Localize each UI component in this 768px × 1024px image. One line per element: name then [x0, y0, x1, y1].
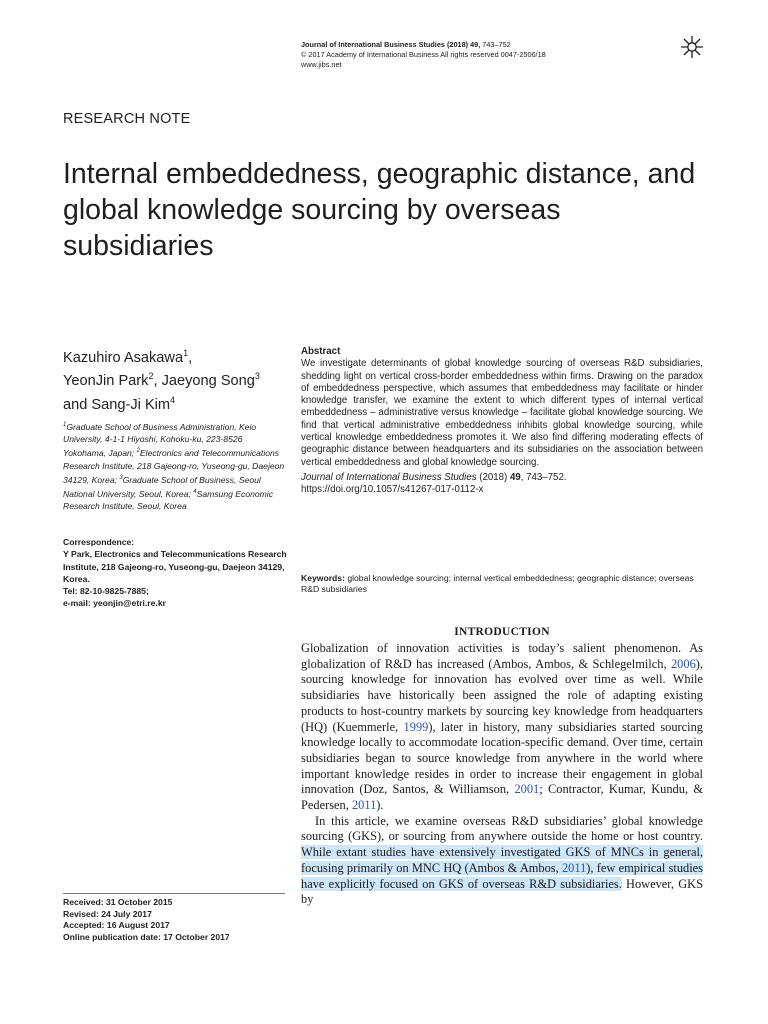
citation-volume: 49	[509, 471, 521, 483]
date-received: Received: 31 October 2015	[63, 897, 173, 907]
author-separator: ,	[188, 349, 193, 366]
author-name: Sang-Ji Kim	[91, 396, 171, 413]
journal-url[interactable]: www.jibs.net	[301, 60, 342, 69]
text-run: In this article, we examine overseas R&D subsidiaries’ global knowledge sourcing (GKS), or sourcing from anywhere outside the home or host country.	[301, 813, 703, 844]
citation-year: (2018)	[476, 471, 510, 483]
section-label: RESEARCH NOTE	[63, 111, 191, 127]
affil-marker: 1	[63, 422, 67, 428]
affil-marker: 2	[136, 448, 140, 455]
reference-link[interactable]: 2006	[670, 656, 696, 671]
affiliation: Graduate School of Business Administration, Keio University, 4-1-1 Hiyoshi, Kohoku-ku, 223-8526 Yokohama, Japan;	[63, 421, 257, 459]
keywords-label: Keywords:	[301, 573, 345, 583]
reference-link[interactable]: 2011	[351, 798, 377, 813]
author-name: YeonJin Park	[63, 373, 149, 390]
abstract-text: We investigate determinants of global knowledge sourcing of overseas R&D subsidiaries, shedding light on vertical cross-border embeddedness within firms. Drawing on the paradox of embeddedness perspective, which assumes that embeddedness may facilitate or hinder knowledge transfer, we examine the extent to which different types of internal vertical embeddedness – administrative versus knowledge – facilitate global knowledge sourcing. We find that vertical administrative embeddedness inhibits global knowledge sourcing, while vertical knowledge embeddedness promotes it. We also find differing moderating effects of geographic distance between headquarters and its subsidiaries on the association between vertical embeddedness and global knowledge sourcing.	[301, 358, 703, 468]
journal-volume: 49,	[470, 40, 481, 49]
date-revised: Revised: 24 July 2017	[63, 908, 152, 919]
affiliation: Electronics and Telecommunications Research Institute, 218 Gajeong-ro, Yuseong-gu, Daejeon 34129, Korea;	[63, 448, 285, 485]
correspondence	[63, 536, 288, 610]
starburst-logo-icon	[680, 35, 704, 59]
doi-link[interactable]: https://doi.org/10.1057/s41267-017-0112-x	[301, 484, 484, 496]
text-run: ), later in history, many subsidiaries started sourcing knowledge locally to accommodate location-specific demand. Over time, certain subsidiaries began to source knowledge from anywhere in the world where important knowledge resides in order to increase their engagement in global innovation (Doz, Santos, & Williamson,	[301, 719, 704, 797]
journal-citation-line	[301, 40, 681, 50]
divider	[63, 893, 285, 894]
citation-pages: , 743–752.	[520, 471, 567, 483]
correspondence-tel: Tel: 82-10-9825-7885;	[63, 586, 149, 597]
correspondence-label: Correspondence:	[63, 537, 135, 547]
date-accepted: Accepted: 16 August 2017	[63, 920, 170, 930]
author-name: Jaeyong Song	[161, 373, 255, 390]
date-online: Online publication date: 17 October 2017	[63, 931, 230, 942]
author-list	[63, 344, 293, 414]
paper-title: Internal embeddedness, geographic distance, and global knowledge sourcing by overseas subsidiaries	[63, 158, 696, 262]
author-affil-marker: 1	[183, 348, 189, 358]
journal-pages: 743–752	[482, 40, 511, 49]
publication-dates	[63, 893, 288, 943]
reference-link[interactable]: 1999	[403, 719, 429, 734]
paragraph	[301, 641, 703, 814]
keywords	[301, 573, 703, 594]
author-name: Kazuhiro Asakawa	[63, 349, 184, 366]
text-run: Globalization of innovation activities is today’s salient phenomenon. As globalization of R&D has increased (Ambos, Ambos, & Schlegelmilch,	[301, 641, 703, 671]
keywords-text: global knowledge sourcing; internal vertical embeddedness; geographic distance; overseas R&D subsidiaries	[301, 573, 694, 594]
affiliation: Graduate School of Business, Seoul National University, Seoul, Korea;	[63, 474, 261, 499]
affiliations	[63, 419, 285, 513]
paragraph	[301, 814, 703, 908]
journal-name: Journal of International Business Studies (2018)	[301, 40, 469, 49]
intro-heading: INTRODUCTION	[454, 626, 550, 638]
journal-header	[301, 40, 681, 70]
abstract-citation	[301, 472, 703, 484]
abstract-heading: Abstract	[301, 346, 341, 357]
text-run: ).	[376, 798, 384, 813]
affil-marker: 3	[119, 474, 123, 481]
author-separator: and	[63, 396, 92, 413]
abstract	[301, 346, 703, 497]
intro-body	[301, 641, 703, 908]
text-run: ; Contractor, Kumar, Kundu, & Pedersen,	[301, 782, 703, 813]
correspondence-address: Y Park, Electronics and Telecommunications Research Institute, 218 Gajeong-ro, Yuseong-gu, Daejeon 34129, Korea.	[63, 549, 287, 584]
highlighted-text[interactable]: ), few empirical studies have explicitly focused on GKS of overseas R&D subsidiaries.	[301, 860, 704, 891]
affil-marker: 4	[193, 489, 197, 496]
reference-link[interactable]: 2001	[514, 782, 540, 797]
author-affil-marker: 2	[148, 371, 154, 382]
text-run: However, GKS by	[301, 876, 703, 907]
author-affil-marker: 3	[254, 371, 260, 382]
citation-journal: Journal of International Business Studies	[301, 471, 477, 483]
copyright-line: © 2017 Academy of International Business All rights reserved 0047-2506/18	[301, 50, 546, 59]
reference-link[interactable]: 2011	[561, 860, 587, 875]
correspondence-email[interactable]: e-mail: yeonjin@etri.re.kr	[63, 598, 166, 609]
text-run: ), sourcing knowledge for innovation has evolved over time as well. While subsidiaries have historically been assigned the role of adapting existing products to host-country markets by sourcing key knowledge from headquarters (HQ) (Kuemmerle,	[301, 656, 703, 734]
author-affil-marker: 4	[170, 394, 176, 405]
highlighted-text[interactable]: While extant studies have extensively investigated GKS of MNCs in general, focusing primarily on MNC HQ (Ambos & Ambos,	[301, 845, 703, 875]
author-separator: ,	[153, 373, 162, 390]
affiliation: Samsung Economic Research Institute, Seoul, Korea	[63, 488, 274, 512]
